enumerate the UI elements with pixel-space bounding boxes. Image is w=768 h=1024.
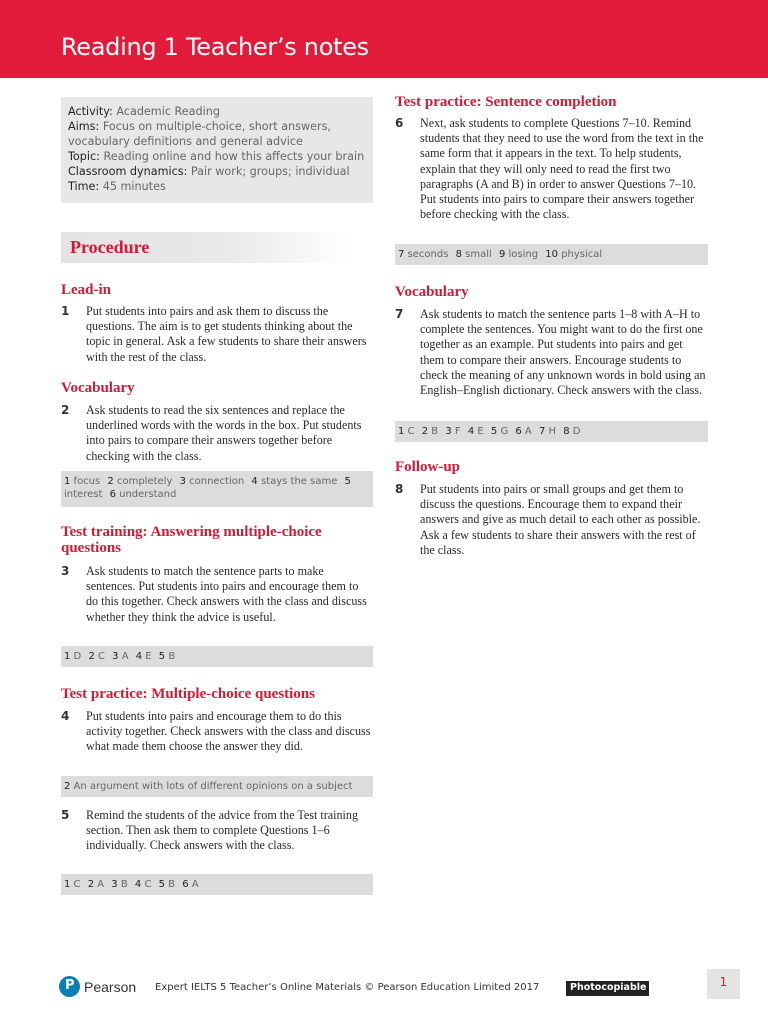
answer-value: connection [189,476,245,487]
page-title: Reading 1 Teacher’s notes [61,33,369,61]
answer-value: F [454,426,461,437]
answer-number: 3 [111,879,121,890]
answer-number: 4 [251,476,261,487]
answer-value: C [73,879,81,890]
answer-number: 3 [445,426,455,437]
answer-number: 1 [64,651,74,662]
info-topic: Topic: Reading online and how this affects your brain [68,150,365,163]
answer-number: 5 [490,426,501,437]
answer-key-6 [395,244,708,265]
answer-number: 2 [107,476,117,487]
procedure-banner [61,232,351,263]
footer-copyright: Expert IELTS 5 Teacher’s Online Materials © Pearson Education Limited 2017 [155,982,540,993]
step-number: 2 [61,403,70,417]
answer-number: 5 [158,879,169,890]
answer-number: 8 [455,249,466,260]
answer-value: G [500,426,509,437]
answer-value: H [548,426,557,437]
answer-number: 8 [563,426,573,437]
answer-value: D [572,426,581,437]
step-2 [61,403,373,465]
answer-value: C [97,651,105,662]
answer-number: 1 [398,426,408,437]
step-text: Put students into pairs and encourage them to do this activity together. Check answers with the class and discuss what made them choose the answer they did. [86,709,371,754]
answer-number: 1 [64,879,74,890]
section-heading-vocabulary-2: Vocabulary [395,284,469,300]
section-heading-mcq: Test practice: Multiple-choice questions [61,686,315,702]
answer-value: completely [116,476,173,487]
answer-value: stays the same [260,476,338,487]
answer-value: physical [561,249,603,260]
section-heading-follow-up: Follow-up [395,459,461,475]
answer-number: 3 [179,476,190,487]
answer-number: 2 [87,879,98,890]
answer-value: A [121,651,129,662]
answer-value: C [407,426,415,437]
answer-key-7 [395,421,708,442]
step-text: Ask students to match the sentence parts to make sentences. Put students into pairs and encourage them to do this together. Check answers with the class and discuss whether they think the advice is useful. [86,564,367,624]
step-number: 8 [395,482,404,496]
answer-number: 7 [538,426,549,437]
info-time: Time: 45 minutes [68,180,166,193]
step-text: Remind the students of the advice from the Test training section. Then ask them to complete Questions 1–6 individually. Check answers with the class. [86,808,358,853]
answer-key-3 [61,646,373,667]
answer-value: D [73,651,82,662]
answer-value: A [524,426,532,437]
answer-value: interest [64,489,103,500]
activity-info-box [61,97,373,203]
page-number: 1 [707,969,740,999]
section-heading-sentence-completion: Test practice: Sentence completion [395,94,617,110]
answer-number: 5 [158,651,169,662]
step-3 [61,564,373,642]
step-number: 6 [395,116,404,130]
answer-number: 5 [344,476,351,487]
info-dynamics: Classroom dynamics: Pair work; groups; individual [68,165,350,178]
answer-number: 7 [398,249,408,260]
answer-number: 10 [545,249,562,260]
step-number: 5 [61,808,70,822]
answer-number: 6 [182,879,192,890]
answer-number: 4 [467,426,478,437]
answer-number: 2 [64,781,74,792]
answer-value: A [97,879,105,890]
answer-key-2 [61,471,373,507]
step-number: 1 [61,304,70,318]
answer-value: B [168,879,176,890]
answer-value: losing [508,249,539,260]
answer-number: 4 [135,651,146,662]
answer-number: 2 [88,651,98,662]
answer-value: focus [73,476,101,487]
answer-number: 6 [109,489,120,500]
photocopiable-badge: Photocopiable [566,981,649,996]
answer-value: An argument with lots of different opinions on a subject [73,781,353,792]
answer-value: E [477,426,484,437]
step-text: Next, ask students to complete Questions 7–10. Remind students that they need to use the word from the text in the same form that it appears in the text. To help students, explain that they will only need to read the first two paragraphs (A and B) in order to answer Questions 7–10. Put students into pairs to compare their answers together before checking with the class. [420,116,704,222]
answer-value: B [168,651,176,662]
step-text: Put students into pairs and ask them to discuss the questions. The aim is to get students thinking about the topic in general. Ask a few students to share their answers with the rest of the class. [86,304,367,364]
answer-value: C [144,879,152,890]
step-1 [61,304,373,366]
step-number: 3 [61,564,70,578]
answer-number: 1 [64,476,74,487]
answer-key-5 [61,874,373,895]
answer-key-4 [61,776,373,797]
info-activity: Activity: Academic Reading [68,105,220,118]
step-5 [61,808,373,870]
answer-number: 4 [134,879,145,890]
section-heading-test-training: Test training: Answering multiple-choice questions [61,524,322,556]
step-number: 7 [395,307,404,321]
answer-number: 2 [421,426,432,437]
step-4 [61,709,373,771]
answer-value: small [465,249,492,260]
answer-value: E [145,651,152,662]
answer-value: understand [119,489,177,500]
answer-value: seconds [407,249,449,260]
answer-value: B [120,879,128,890]
step-text: Put students into pairs or small groups and get them to discuss the questions. Encourage them to expand their answers and give as much detail to each other as possible. Ask a few students to share their answers with the rest of the class. [420,482,701,557]
section-heading-leadin: Lead-in [61,282,112,298]
step-8 [395,482,708,560]
step-text: Ask students to read the six sentences and replace the underlined words with the words in the box. Put students into pairs to compare their answers together before checking with the class. [86,403,362,463]
answer-number: 6 [515,426,525,437]
step-7 [395,307,708,415]
procedure-heading: Procedure [70,237,150,257]
step-6 [395,116,708,240]
answer-value: A [191,879,199,890]
step-number: 4 [61,709,70,723]
pearson-logo-icon: P [59,976,80,997]
answer-number: 3 [112,651,122,662]
answer-number: 9 [498,249,509,260]
info-aims: Aims: Focus on multiple-choice, short answers, vocabulary definitions and general advice [68,120,331,148]
section-heading-vocabulary-1: Vocabulary [61,380,135,396]
step-text: Ask students to match the sentence parts 1–8 with A–H to complete the sentences. You might want to do the first one together as an example. Put students into pairs and get them to compare their answers. Encourage students to check the meaning of any unknown words in bold using an English–English dictionary. Check answers with the class. [420,307,706,398]
footer-brand: Pearson [84,979,137,995]
answer-value: B [431,426,439,437]
